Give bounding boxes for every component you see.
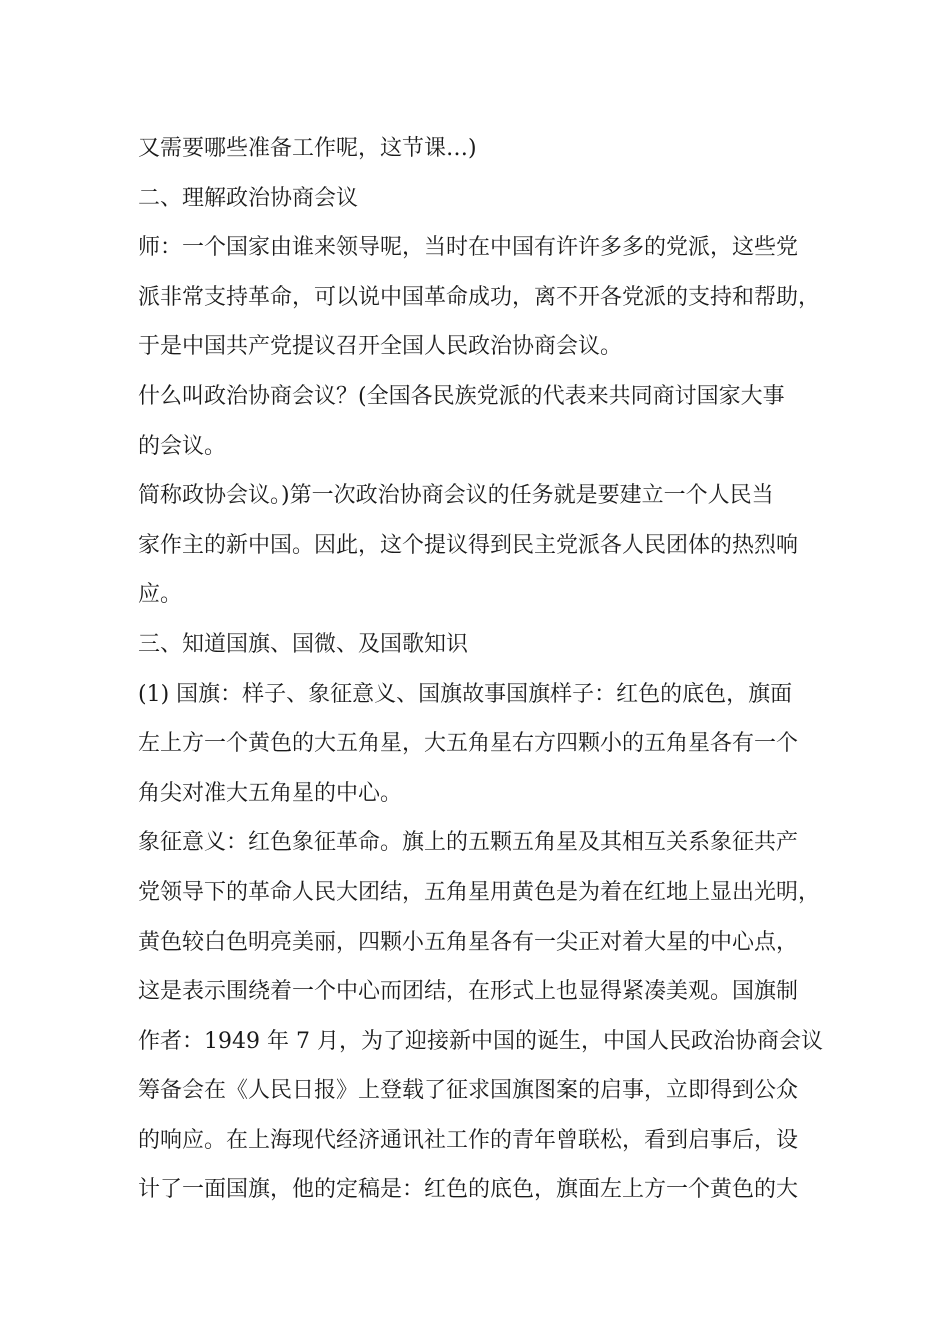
text-line: 这是表示围绕着一个中心而团结，在形式上也显得紧凑美观。国旗制 bbox=[138, 979, 799, 1005]
text-line: 派非常支持革命，可以说中国革命成功，离不开各党派的支持和帮助， bbox=[138, 284, 821, 310]
text-line: 角尖对准大五角星的中心。 bbox=[138, 780, 403, 806]
text-line: 筹备会在《人民日报》上登载了征求国旗图案的启事，立即得到公众 bbox=[138, 1078, 799, 1104]
section-heading: 二、理解政治协商会议 bbox=[138, 185, 359, 211]
section-heading: 三、知道国旗、国微、及国歌知识 bbox=[138, 631, 469, 657]
text-line: 又需要哪些准备工作呢，这节课…) bbox=[138, 136, 477, 161]
text-line: 于是中国共产党提议召开全国人民政治协商会议。 bbox=[138, 334, 623, 360]
document-body bbox=[138, 124, 823, 1215]
text-line: (1) 国旗：样子、象征意义、国旗故事国旗样子：红色的底色，旗面 bbox=[138, 681, 793, 707]
text-line: 的会议。 bbox=[138, 433, 227, 459]
text-line: 党领导下的革命人民大团结，五角星用黄色是为着在红地上显出光明， bbox=[138, 879, 821, 905]
text-line: 作者：1949 年 7 月，为了迎接新中国的诞生，中国人民政治协商会议 bbox=[138, 1028, 823, 1054]
text-line: 简称政协会议。)第一次政治协商会议的任务就是要建立一个人民当 bbox=[138, 483, 774, 509]
text-line: 计了一面国旗，他的定稿是：红色的底色，旗面左上方一个黄色的大 bbox=[138, 1177, 799, 1203]
text-line: 家作主的新中国。因此，这个提议得到民主党派各人民团体的热烈响 bbox=[138, 532, 799, 558]
text-line: 师：一个国家由谁来领导呢，当时在中国有许许多多的党派，这些党 bbox=[138, 235, 799, 261]
text-line: 应。 bbox=[138, 582, 183, 608]
text-line: 黄色较白色明亮美丽，四颗小五角星各有一尖正对着大星的中心点， bbox=[138, 929, 799, 955]
text-line: 象征意义：红色象征革命。旗上的五颗五角星及其相互关系象征共产 bbox=[138, 830, 799, 856]
text-line: 什么叫政治协商会议？(全国各民族党派的代表来共同商讨国家大事 bbox=[138, 383, 785, 409]
text-line: 的响应。在上海现代经济通讯社工作的青年曾联松，看到启事后，设 bbox=[138, 1127, 799, 1153]
text-line: 左上方一个黄色的大五角星，大五角星右方四颗小的五角星各有一个 bbox=[138, 731, 799, 757]
